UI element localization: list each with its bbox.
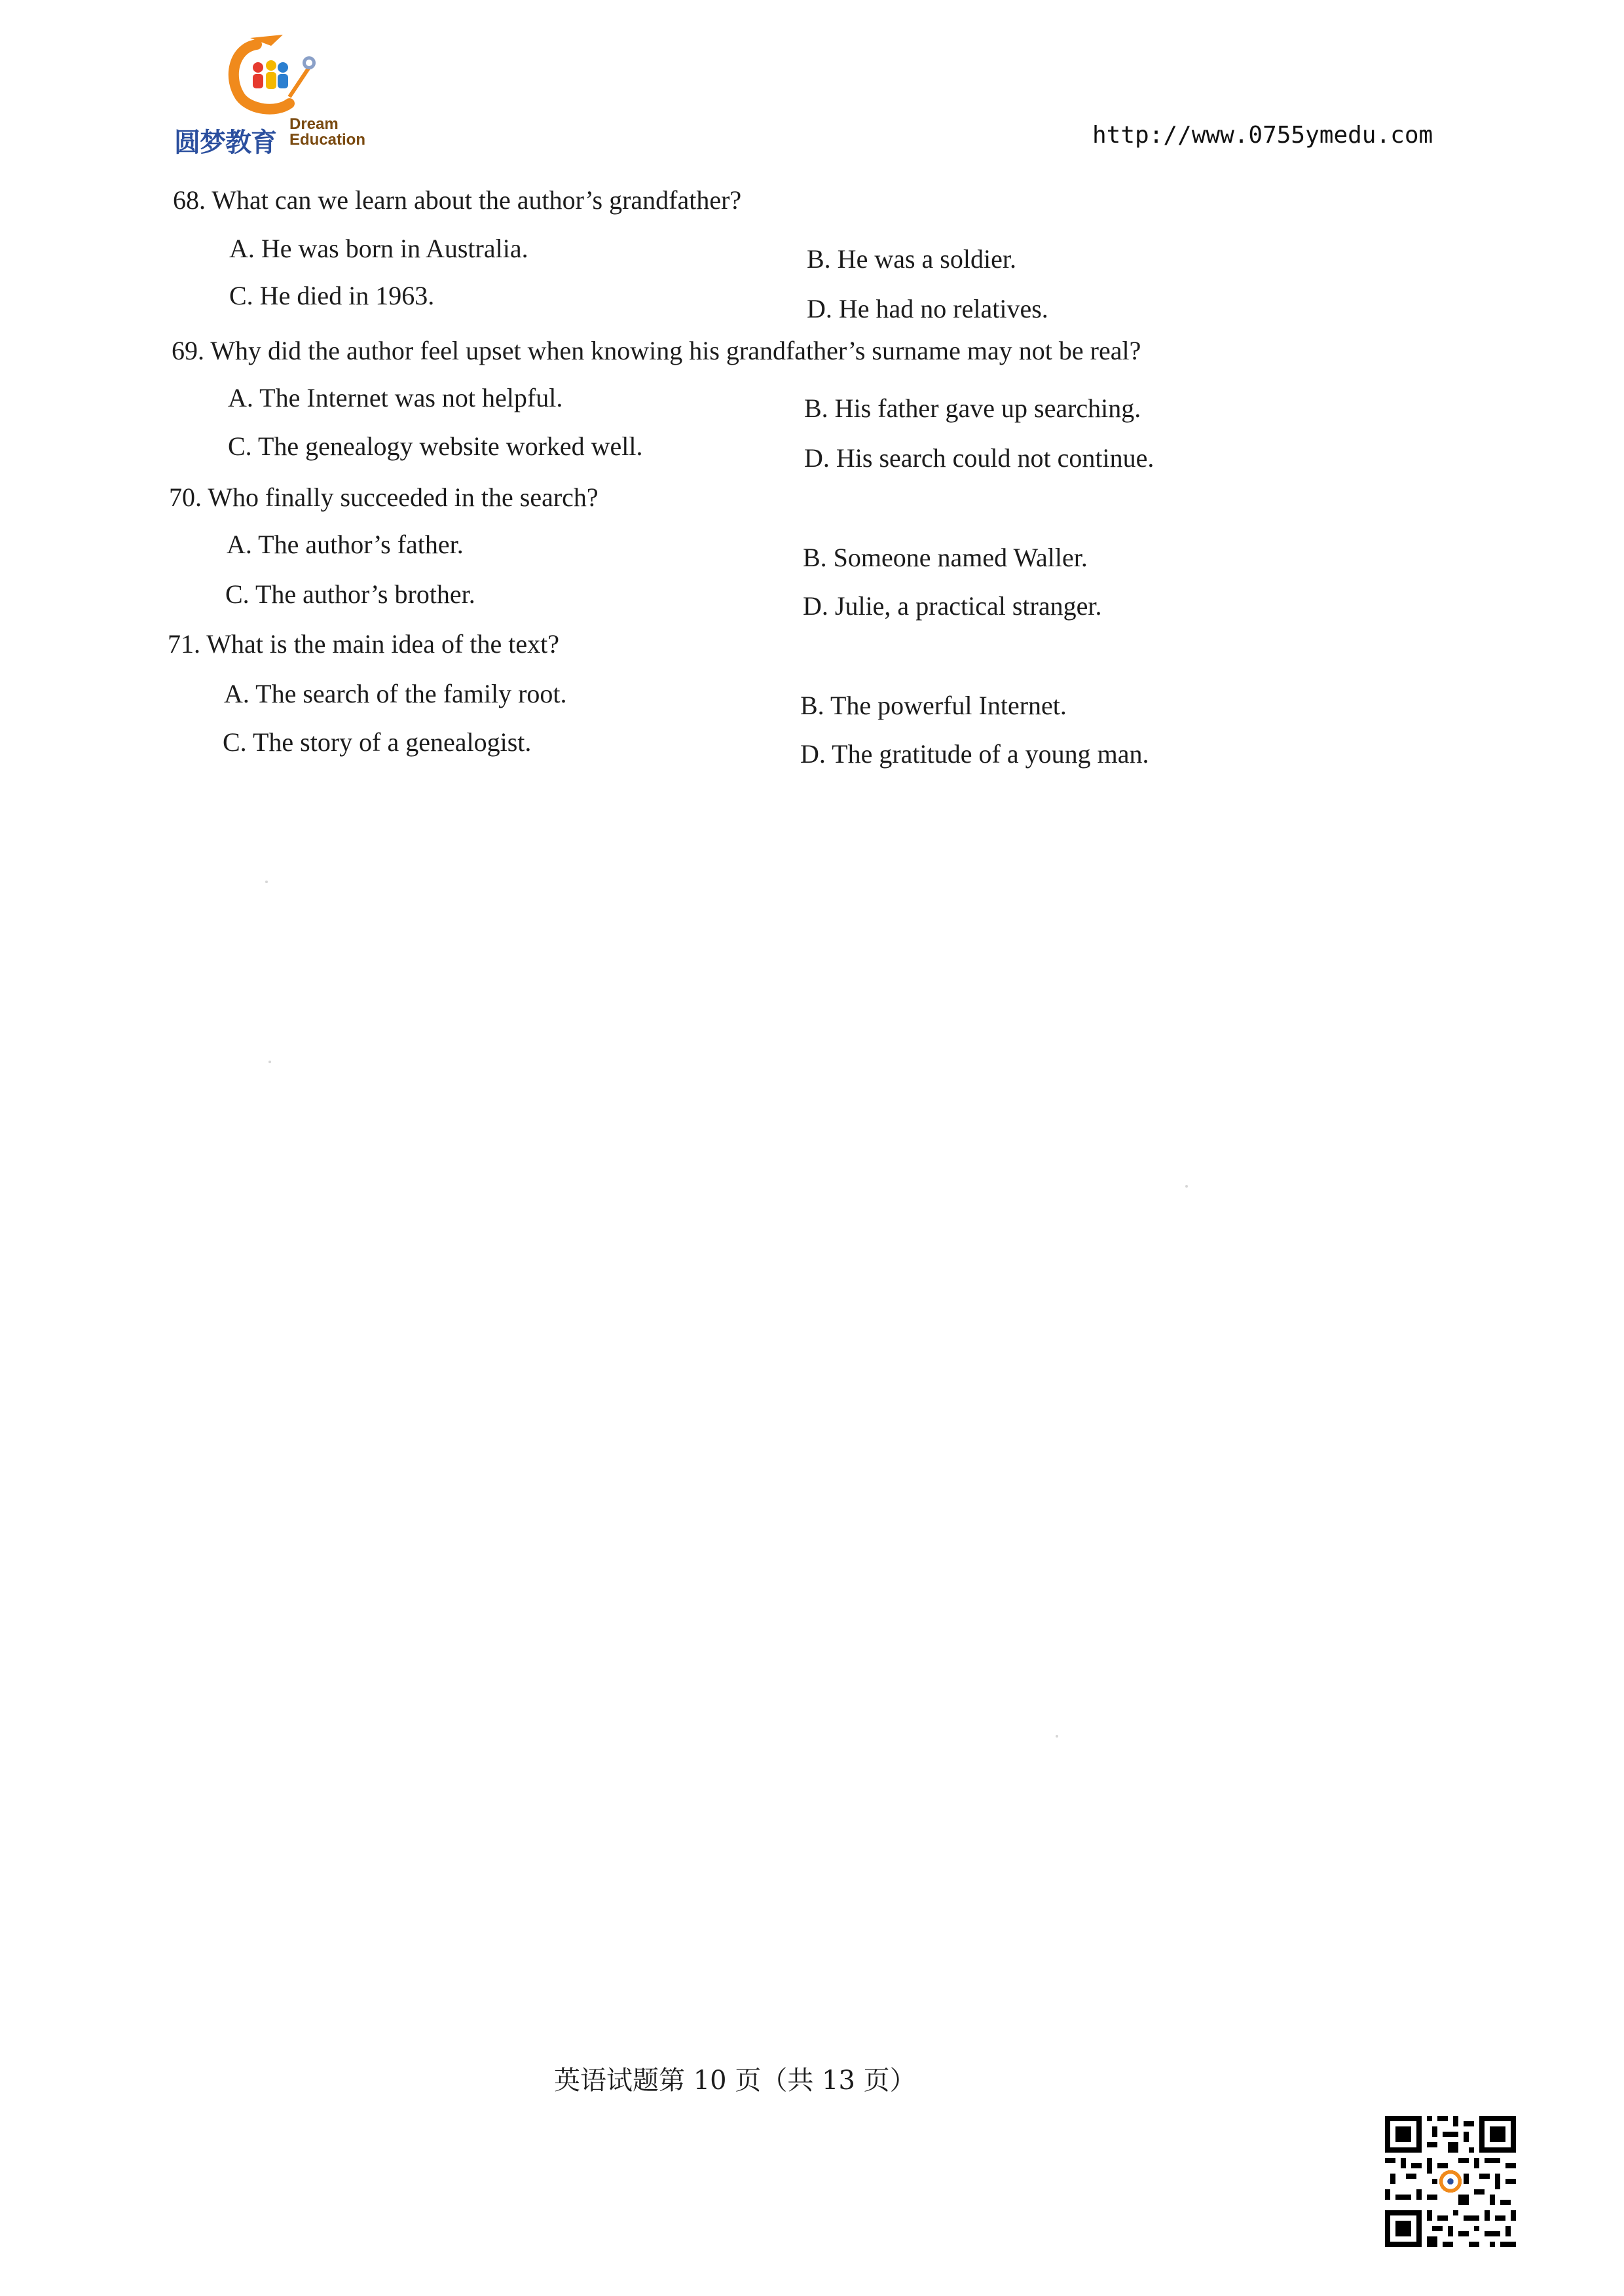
question-68-option-b: B. He was a soldier. xyxy=(807,244,1016,274)
question-70-option-c: C. The author’s brother. xyxy=(225,579,475,609)
scan-speck xyxy=(1056,1735,1058,1738)
question-69-option-c: C. The genealogy website worked well. xyxy=(228,431,643,461)
question-69-stem: 69. Why did the author feel upset when knowing his grandfather’s surname may not be real? xyxy=(172,336,1141,365)
logo-english-line-1: Dream xyxy=(289,115,339,133)
logo-english-text xyxy=(289,117,365,148)
question-70-option-b: B. Someone named Waller. xyxy=(803,543,1088,572)
qr-code-icon[interactable] xyxy=(1385,2116,1516,2247)
question-68-option-c: C. He died in 1963. xyxy=(229,281,435,310)
scan-speck xyxy=(268,1061,271,1063)
question-68-option-d: D. He had no relatives. xyxy=(807,294,1048,323)
scan-speck xyxy=(1185,1185,1188,1188)
question-69-option-a: A. The Internet was not helpful. xyxy=(228,383,563,412)
question-71-option-a: A. The search of the family root. xyxy=(224,679,567,708)
question-69-option-b: B. His father gave up searching. xyxy=(804,393,1141,423)
scan-speck xyxy=(265,881,268,883)
question-70-option-d: D. Julie, a practical stranger. xyxy=(803,591,1102,621)
site-url[interactable]: http://www.0755ymedu.com xyxy=(1092,122,1433,149)
question-71-option-b: B. The powerful Internet. xyxy=(800,691,1067,720)
question-68-option-a: A. He was born in Australia. xyxy=(229,234,528,263)
dream-education-logo-icon xyxy=(211,31,342,123)
question-68-stem: 68. What can we learn about the author’s grandfather? xyxy=(173,185,742,215)
page-number-footer: 英语试题第 10 页（共 13 页） xyxy=(554,2066,916,2096)
logo-chinese-text: 圆梦教育 xyxy=(174,128,276,158)
logo xyxy=(172,31,375,156)
question-71-option-c: C. The story of a genealogist. xyxy=(223,727,532,757)
question-71-stem: 71. What is the main idea of the text? xyxy=(168,629,559,659)
question-71-option-d: D. The gratitude of a young man. xyxy=(800,739,1149,769)
question-69-option-d: D. His search could not continue. xyxy=(804,443,1154,473)
question-70-stem: 70. Who finally succeeded in the search? xyxy=(169,483,599,512)
question-70-option-a: A. The author’s father. xyxy=(227,530,464,559)
logo-english-line-2: Education xyxy=(289,131,366,149)
